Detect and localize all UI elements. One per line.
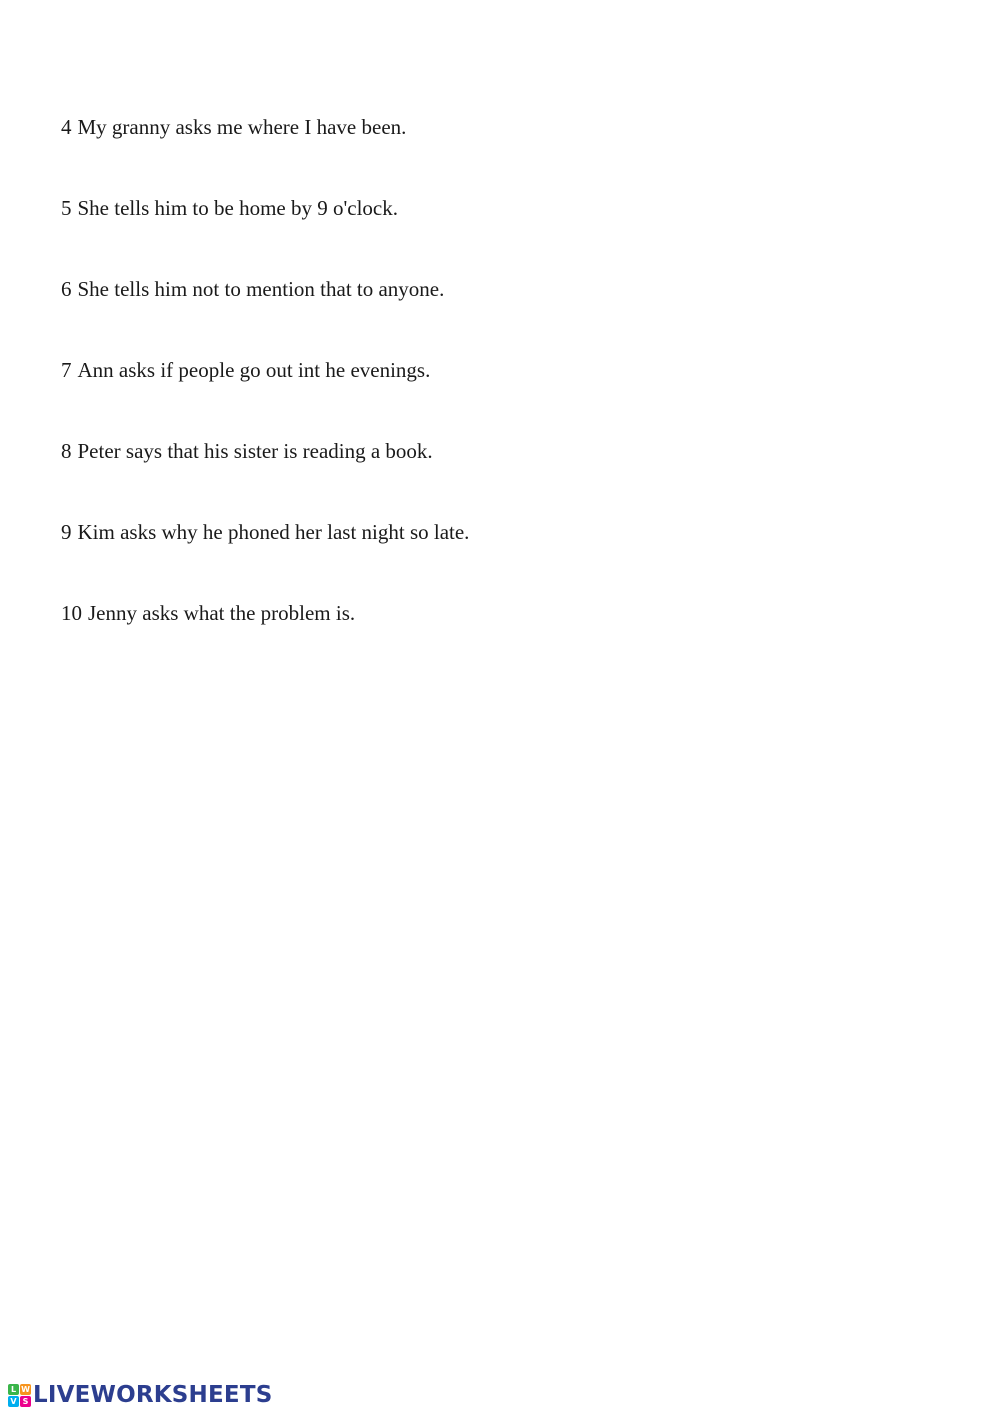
logo-text: LIVEWORKSHEETS	[33, 1382, 273, 1408]
sentence-item	[61, 193, 469, 274]
sentence-text: Kim asks why he phoned her last night so late.	[77, 520, 470, 544]
sentence-text: Peter says that his sister is reading a book.	[77, 439, 433, 463]
sentence-number: 6	[61, 277, 72, 301]
liveworksheets-logo	[8, 1380, 272, 1410]
sentence-number: 10	[61, 601, 82, 625]
sentence-item	[61, 436, 469, 517]
sentence-list	[61, 112, 469, 679]
sentence-number: 4	[61, 115, 72, 139]
sentence-text: She tells him to be home by 9 o'clock.	[77, 196, 398, 220]
sentence-text: My granny asks me where I have been.	[77, 115, 407, 139]
logo-mark-tile: V	[8, 1396, 19, 1407]
sentence-number: 5	[61, 196, 72, 220]
sentence-item	[61, 274, 469, 355]
logo-mark-tile: L	[8, 1384, 19, 1395]
sentence-number: 8	[61, 439, 72, 463]
sentence-number: 7	[61, 358, 72, 382]
sentence-text: She tells him not to mention that to anyone.	[77, 277, 445, 301]
sentence-item	[61, 517, 469, 598]
sentence-text: Ann asks if people go out int he evenings.	[77, 358, 431, 382]
logo-mark-icon	[8, 1384, 31, 1407]
sentence-item	[61, 355, 469, 436]
logo-mark-tile: S	[20, 1396, 31, 1407]
logo-mark-tile: W	[21, 1384, 30, 1394]
sentence-text: Jenny asks what the problem is.	[88, 601, 356, 625]
sentence-number: 9	[61, 520, 72, 544]
sentence-item	[61, 598, 469, 679]
sentence-item	[61, 112, 469, 193]
